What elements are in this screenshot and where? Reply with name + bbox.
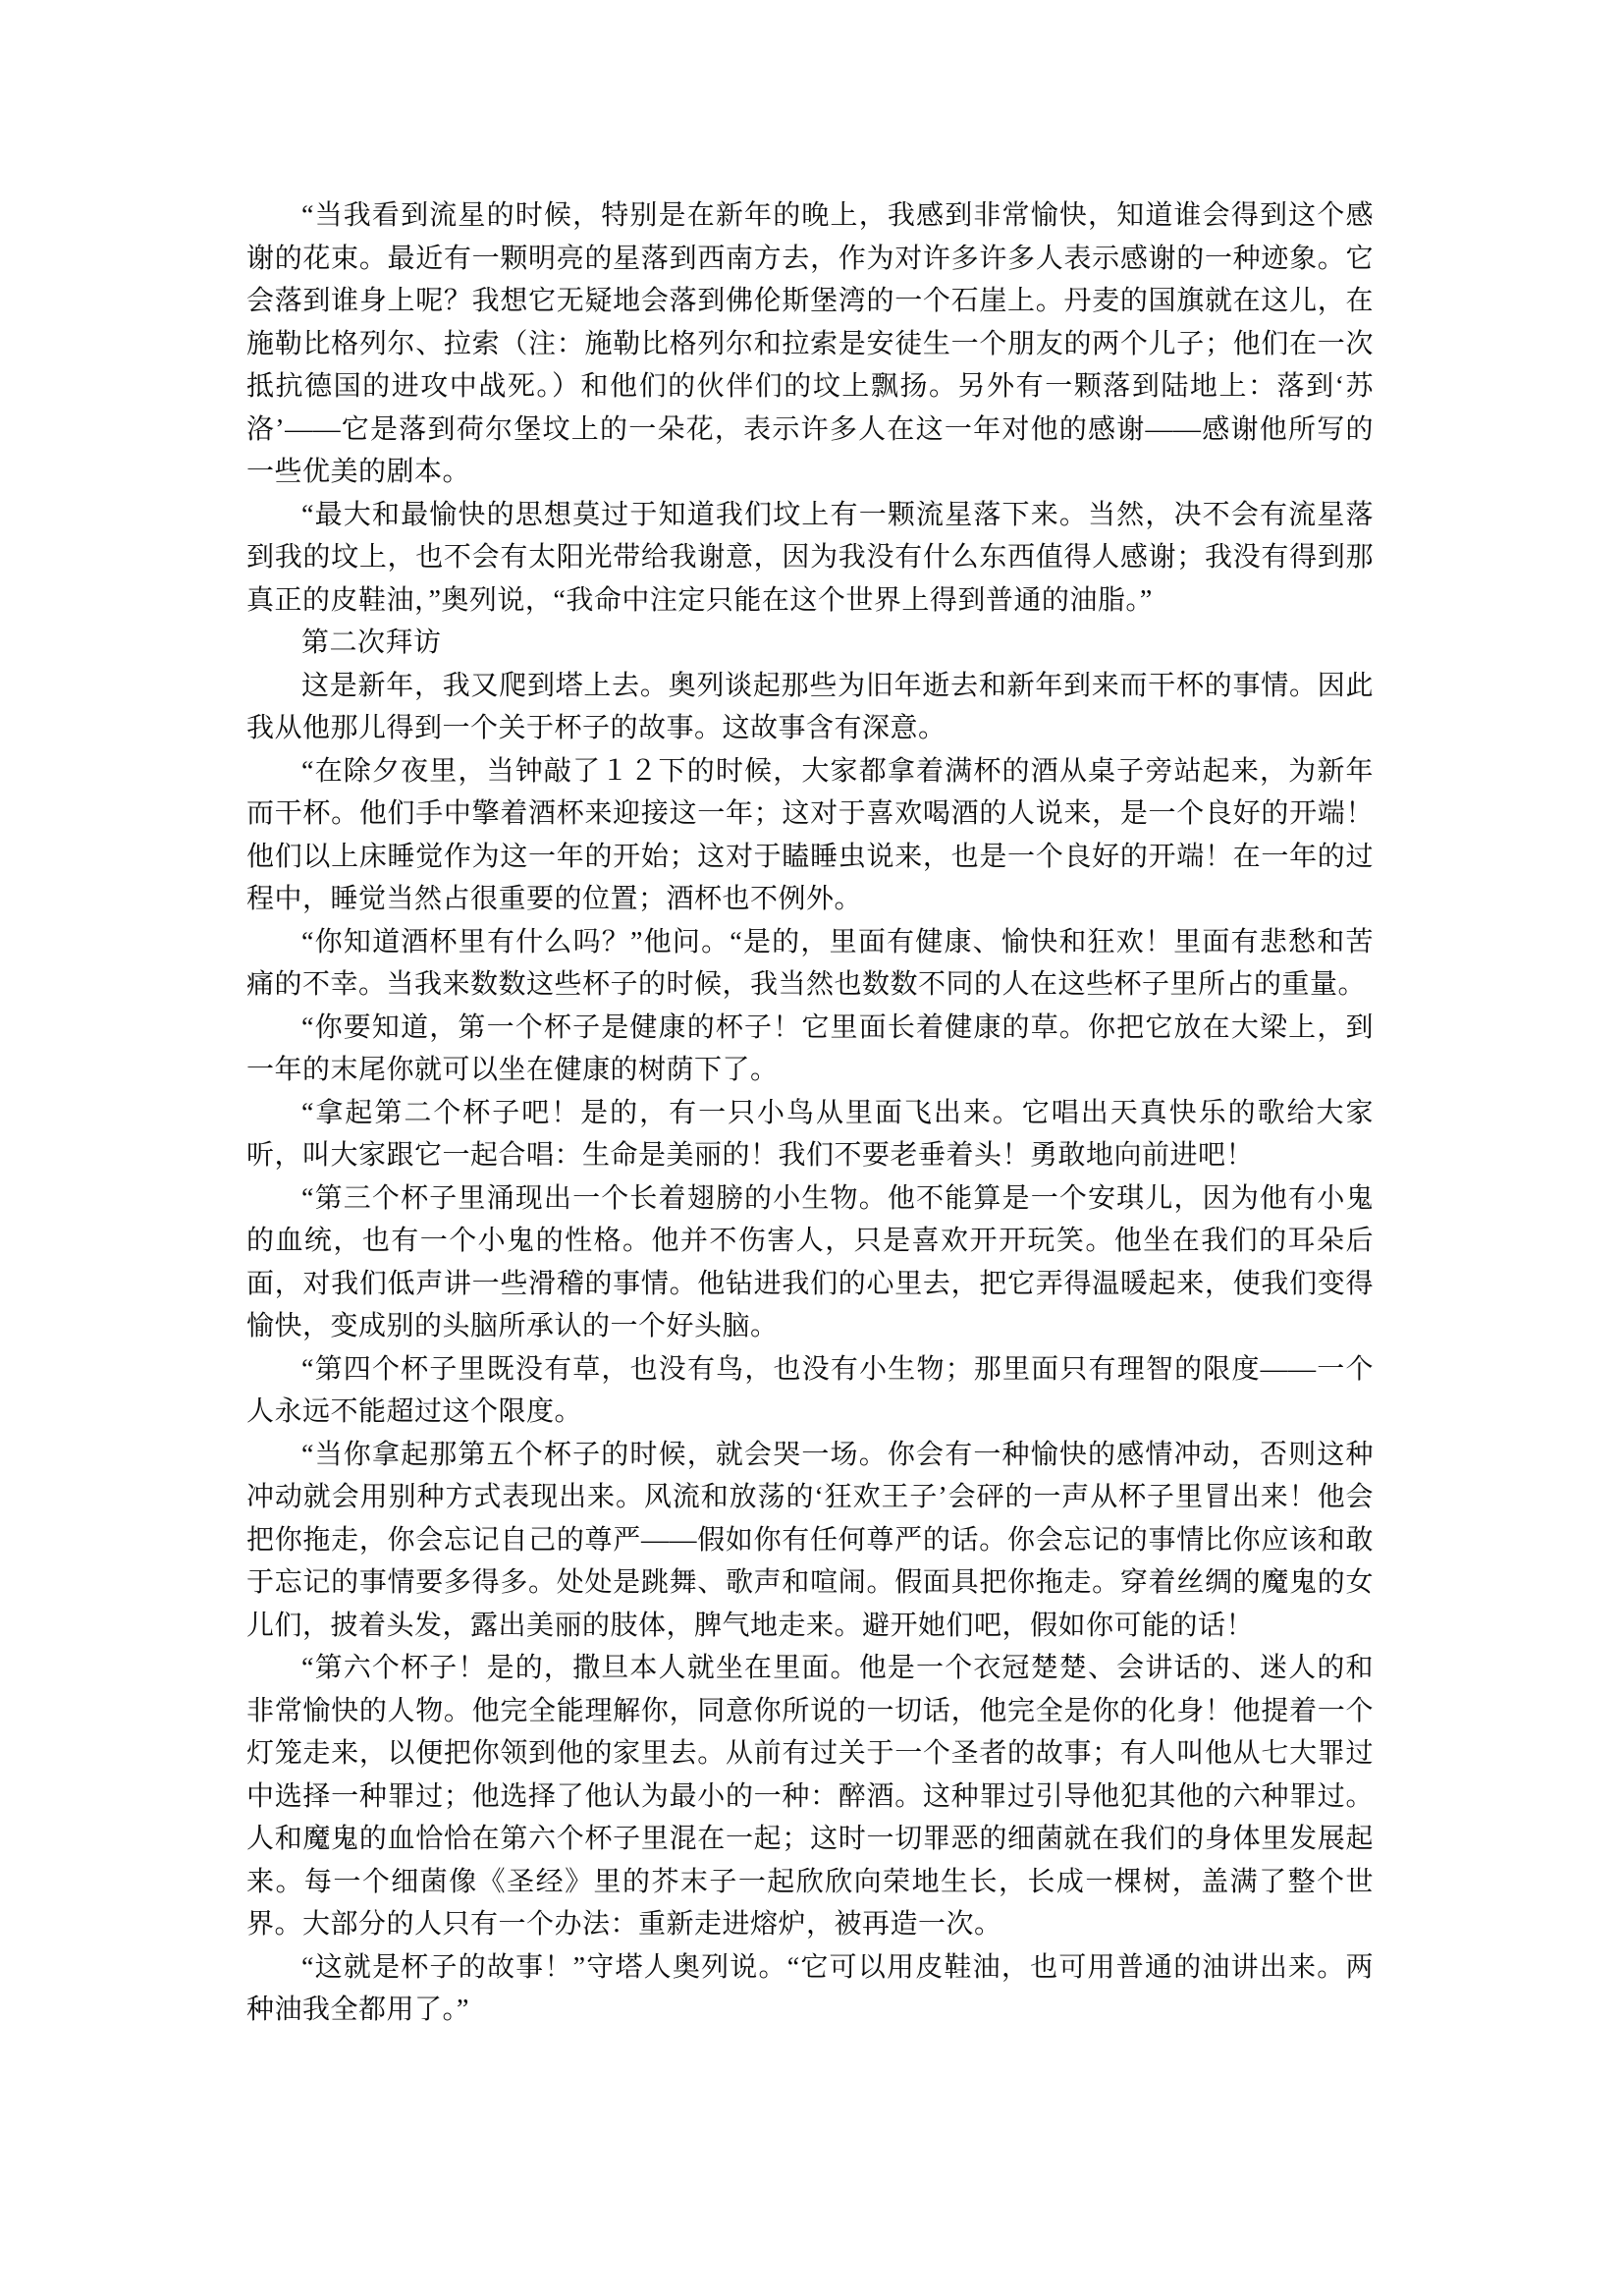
paragraph: “拿起第二个杯子吧！是的，有一只小鸟从里面飞出来。它唱出天真快乐的歌给大家听，叫大家跟它一起合唱：生命是美丽的！我们不要老垂着头！勇敢地向前进吧！ <box>246 1097 1374 1171</box>
paragraph: “在除夕夜里，当钟敲了１２下的时候，大家都拿着满杯的酒从桌子旁站起来，为新年而干杯。他们手中擎着酒杯来迎接这一年；这对于喜欢喝酒的人说来，是一个良好的开端！他们以上床睡觉作为这一年的开始；这对于瞌睡虫说来，也是一个良好的开端！在一年的过程中，睡觉当然占很重要的位置；酒杯也不例外。 <box>246 755 1374 914</box>
paragraph: “当我看到流星的时候，特别是在新年的晚上，我感到非常愉快，知道谁会得到这个感谢的花束。最近有一颗明亮的星落到西南方去，作为对许多许多人表示感谢的一种迹象。它会落到谁身上呢？我想它无疑地会落到佛伦斯堡湾的一个石崖上。丹麦的国旗就在这儿，在施勒比格列尔、拉索（注：施勒比格列尔和拉索是安徒生一个朋友的两个儿子；他们在一次抵抗德国的进攻中战死。）和他们的伙伴们的坟上飘扬。另外有一颗落到陆地上：落到‘苏洛’——它是落到荷尔堡坟上的一朵花，表示许多人在这一年对他的感谢——感谢他所写的一些优美的剧本。 <box>246 200 1374 487</box>
paragraph: “这就是杯子的故事！”守塔人奥列说。“它可以用皮鞋油，也可用普通的油讲出来。两种油我全都用了。” <box>246 1951 1374 2025</box>
paragraph: “当你拿起那第五个杯子的时候，就会哭一场。你会有一种愉快的感情冲动，否则这种冲动就会用别种方式表现出来。风流和放荡的‘狂欢王子’会砰的一声从杯子里冒出来！他会把你拖走，你会忘记自己的尊严——假如你有任何尊严的话。你会忘记的事情比你应该和敢于忘记的事情要多得多。处处是跳舞、歌声和喧闹。假面具把你拖走。穿着丝绸的魔鬼的女儿们，披着头发，露出美丽的肢体，脾气地走来。避开她们吧，假如你可能的话！ <box>246 1439 1374 1641</box>
paragraph: “你知道酒杯里有什么吗？”他问。“是的，里面有健康、愉快和狂欢！里面有悲愁和苦痛的不幸。当我来数数这些杯子的时候，我当然也数数不同的人在这些杯子里所占的重量。 <box>246 926 1374 1000</box>
paragraph-section-heading: 第二次拜访 <box>301 628 442 658</box>
text-column <box>246 194 1374 2032</box>
paragraph: “最大和最愉快的思想莫过于知道我们坟上有一颗流星落下来。当然，决不会有流星落到我的坟上，也不会有太阳光带给我谢意，因为我没有什么东西值得人感谢；我没有得到那真正的皮鞋油，”奥列说，“我命中注定只能在这个世界上得到普通的油脂。” <box>246 499 1374 616</box>
paragraph: “第四个杯子里既没有草，也没有鸟，也没有小生物；那里面只有理智的限度——一个人永远不能超过这个限度。 <box>246 1353 1374 1427</box>
paragraph: “第三个杯子里涌现出一个长着翅膀的小生物。他不能算是一个安琪儿，因为他有小鬼的血统，也有一个小鬼的性格。他并不伤害人，只是喜欢开开玩笑。他坐在我们的耳朵后面，对我们低声讲一些滑稽的事情。他钻进我们的心里去，把它弄得温暖起来，使我们变得愉快，变成别的头脑所承认的一个好头脑。 <box>246 1182 1374 1341</box>
paragraph: 这是新年，我又爬到塔上去。奥列谈起那些为旧年逝去和新年到来而干杯的事情。因此我从他那儿得到一个关于杯子的故事。这故事含有深意。 <box>246 670 1374 743</box>
paragraph: “第六个杯子！是的，撒旦本人就坐在里面。他是一个衣冠楚楚、会讲话的、迷人的和非常愉快的人物。他完全能理解你，同意你所说的一切话，他完全是你的化身！他提着一个灯笼走来，以便把你领到他的家里去。从前有过关于一个圣者的故事；有人叫他从七大罪过中选择一种罪过；他选择了他认为最小的一种：醉酒。这种罪过引导他犯其他的六种罪过。人和魔鬼的血恰恰在第六个杯子里混在一起；这时一切罪恶的细菌就在我们的身体里发展起来。每一个细菌像《圣经》里的芥末子一起欣欣向荣地生长，长成一棵树，盖满了整个世界。大部分的人只有一个办法：重新走进熔炉，被再造一次。 <box>246 1653 1374 1940</box>
paragraph: “你要知道，第一个杯子是健康的杯子！它里面长着健康的草。你把它放在大梁上，到一年的末尾你就可以坐在健康的树荫下了。 <box>246 1011 1374 1085</box>
